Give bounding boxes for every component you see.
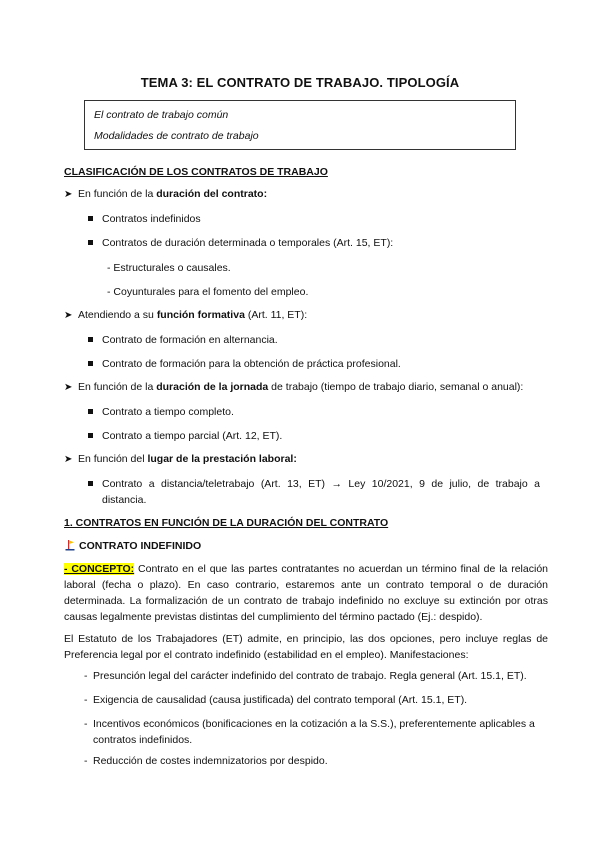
dash-bullet: -: [84, 718, 88, 730]
classification-group-workday: [64, 380, 523, 396]
statute-paragraph: El Estatuto de los Trabajadores (ET) admite, en principio, las dos opciones, pero incluye reglas de Preferencia legal por el contrato indefinido (estabilidad en el empleo). Manifestaciones:: [64, 633, 548, 661]
manifestation-text: Presunción legal del carácter indefinido del contrato de trabajo. Regla general (Art. 15.1, ET).: [93, 670, 527, 682]
manifestation-item: [84, 668, 548, 684]
concept-label: - CONCEPTO:: [64, 563, 135, 575]
square-bullet-icon: [88, 409, 93, 414]
square-bullet-icon: [88, 481, 93, 486]
sub-list-item: - Coyunturales para el fomento del empleo.: [107, 286, 309, 298]
list-item: [88, 429, 282, 444]
list-item-text: Contrato de formación en alternancia.: [102, 334, 278, 346]
group-text: En función del: [78, 453, 148, 465]
flag-icon: [64, 539, 76, 551]
section-heading: 1. CONTRATOS EN FUNCIÓN DE LA DURACIÓN DEL CONTRATO: [64, 517, 389, 529]
list-item-text: Contrato a distancia/teletrabajo (Art. 13, ET) → Ley 10/2021, 9 de julio, de trabajo a: [102, 478, 540, 490]
concept-paragraph: [64, 561, 548, 625]
group-text: En función de la: [78, 188, 157, 200]
classification-group-training: [64, 308, 307, 324]
group-text: Atendiendo a su: [78, 309, 157, 321]
subsection-heading: [64, 539, 201, 554]
list-item: [88, 212, 201, 227]
dash-bullet: -: [84, 670, 88, 682]
arrow-bullet-icon: ➤: [64, 454, 73, 465]
dash-bullet: -: [84, 694, 88, 706]
list-item-text: Contrato a tiempo parcial (Art. 12, ET).: [102, 430, 283, 442]
group-text: (Art. 11, ET):: [244, 309, 308, 321]
arrow-bullet-icon: ➤: [64, 189, 73, 200]
group-text: de trabajo (tiempo de trabajo diario, semanal o anual):: [268, 381, 524, 393]
arrow-bullet-icon: ➤: [64, 382, 73, 393]
list-item-text: Contrato de formación para la obtención de práctica profesional.: [102, 358, 401, 370]
group-bold-text: duración de la jornada: [156, 381, 269, 393]
group-bold-text: función formativa: [156, 309, 245, 321]
list-item: [88, 357, 401, 372]
group-bold-text: duración del contrato:: [156, 188, 268, 200]
group-bold-text: lugar de la prestación laboral:: [147, 453, 297, 465]
list-item-text: Contratos indefinidos: [102, 213, 201, 225]
square-bullet-icon: [88, 361, 93, 366]
subsection-title: CONTRATO INDEFINIDO: [79, 540, 202, 552]
manifestation-item: [84, 716, 548, 748]
arrow-bullet-icon: ➤: [64, 310, 73, 321]
square-bullet-icon: [88, 240, 93, 245]
square-bullet-icon: [88, 433, 93, 438]
manifestation-item: [84, 753, 548, 769]
toc-item: El contrato de trabajo común: [94, 109, 229, 121]
manifestation-text: Exigencia de causalidad (causa justificada) del contrato temporal (Art. 15.1, ET).: [93, 694, 468, 706]
classification-heading: CLASIFICACIÓN DE LOS CONTRATOS DE TRABAJO: [64, 166, 328, 178]
page-title: TEMA 3: EL CONTRATO DE TRABAJO. TIPOLOGÍA: [140, 75, 460, 90]
list-item: [88, 333, 278, 348]
toc-item: Modalidades de contrato de trabajo: [94, 130, 259, 142]
list-item-text: Contratos de duración determinada o temporales (Art. 15, ET):: [102, 237, 394, 249]
square-bullet-icon: [88, 337, 93, 342]
classification-group-workplace: [64, 452, 297, 468]
list-item-continuation: distancia.: [102, 494, 147, 506]
classification-group-duration: [64, 187, 267, 203]
concept-text: Contrato en el que las partes contratantes no acuerdan un término final de la relación laboral (fecha o plazo). En caso contrario, estaremos ante un contrato temporal o de duración determinada. La formalización de un contrato de trabajo indefinido no excluye su extinción por otras causas legalmente previstas distintas del cumplimiento del término pactado (Ej.: despido).: [64, 563, 548, 623]
list-item: [88, 405, 234, 420]
sub-list-item: - Estructurales o causales.: [107, 262, 231, 274]
dash-bullet: -: [84, 755, 88, 767]
square-bullet-icon: [88, 216, 93, 221]
manifestation-text: Incentivos económicos (bonificaciones en la cotización a la S.S.), preferentemente aplicables a contratos indefinidos.: [93, 718, 535, 746]
manifestation-item: [84, 692, 548, 708]
manifestation-text: Reducción de costes indemnizatorios por despido.: [93, 755, 328, 767]
toc-box: [84, 100, 516, 150]
list-item: [88, 477, 540, 492]
group-text: En función de la: [78, 381, 157, 393]
list-item: [88, 236, 393, 251]
list-item-text: Contrato a tiempo completo.: [102, 406, 234, 418]
